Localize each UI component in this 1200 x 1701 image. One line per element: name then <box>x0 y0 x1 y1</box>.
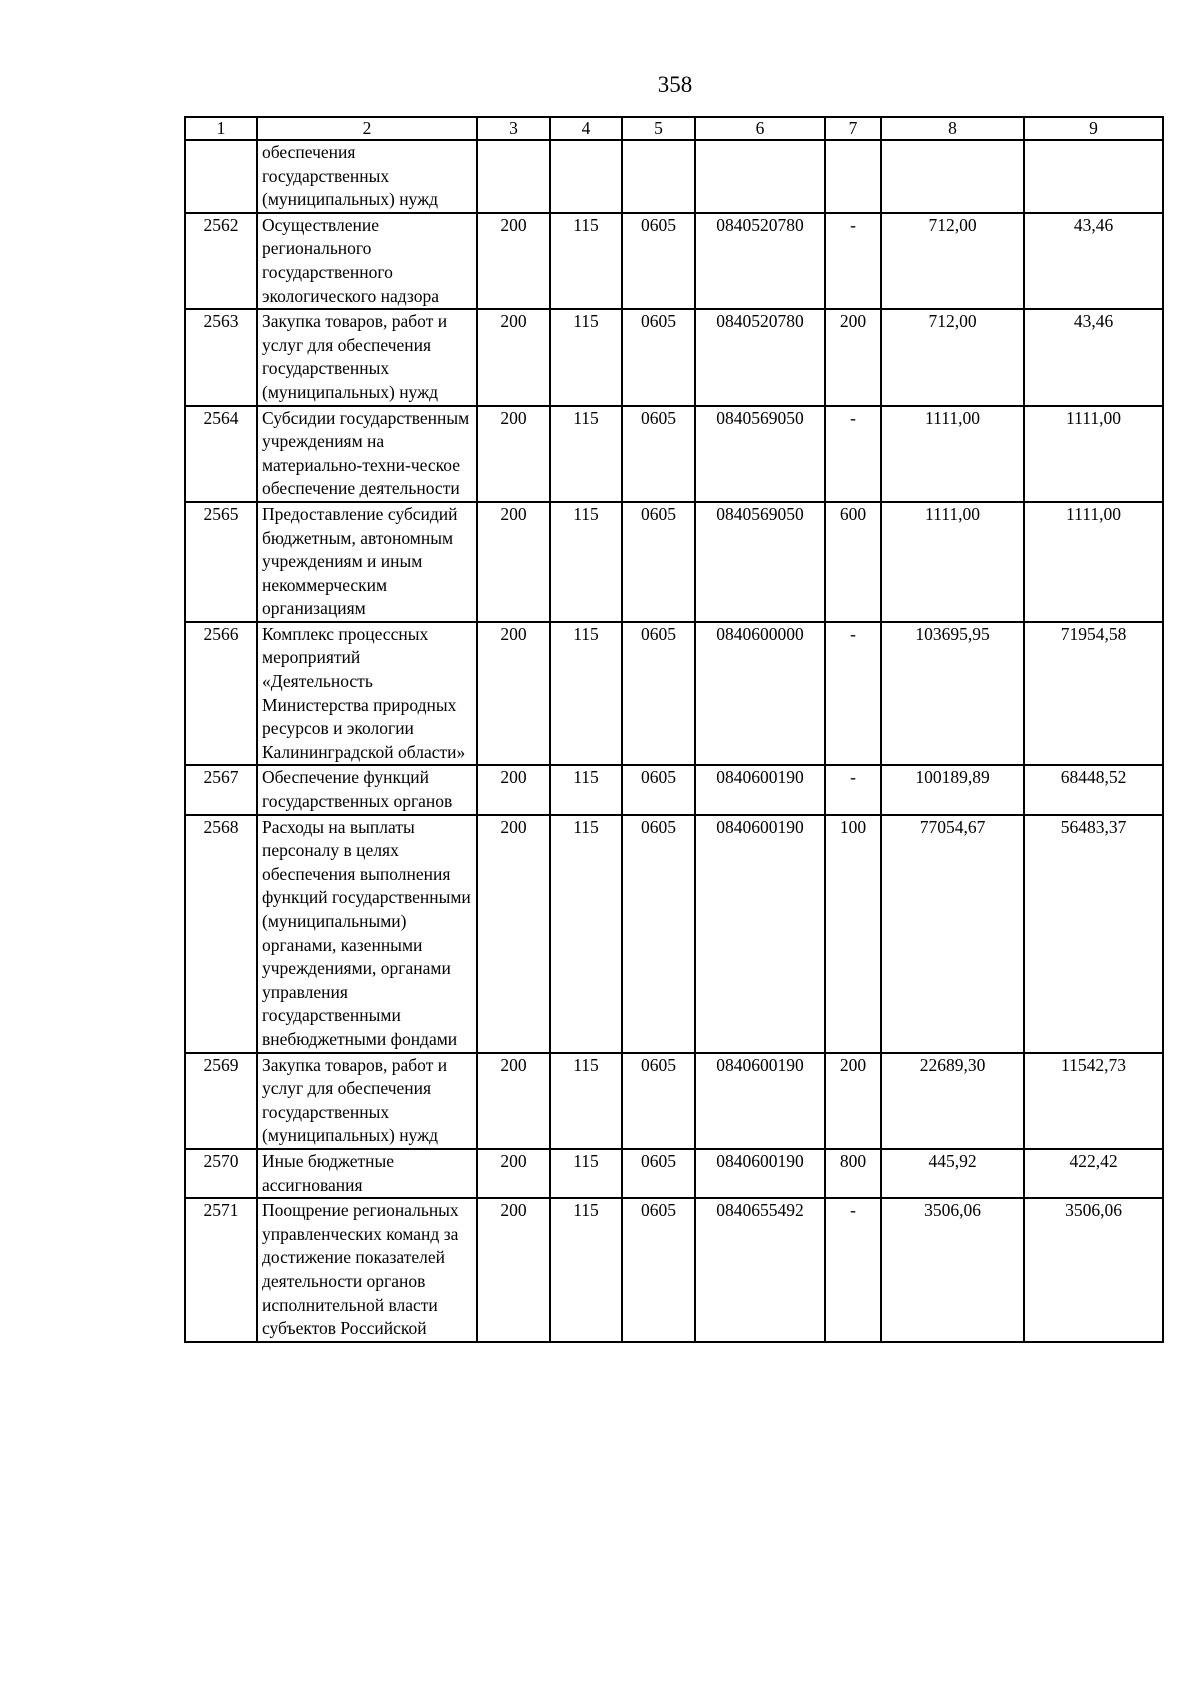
cell-col6: 0840600190 <box>695 765 825 814</box>
cell-col6: 0840600000 <box>695 622 825 766</box>
cell-col5: 0605 <box>622 502 695 622</box>
table-row <box>185 1149 1163 1198</box>
cell-col6 <box>695 140 825 213</box>
table-header-row <box>185 117 1163 140</box>
cell-col3: 200 <box>477 309 550 405</box>
cell-col8 <box>881 140 1024 213</box>
cell-col6: 0840520780 <box>695 309 825 405</box>
cell-col9: 43,46 <box>1024 213 1163 309</box>
cell-col7: 200 <box>825 309 881 405</box>
table-row <box>185 622 1163 766</box>
column-header: 6 <box>695 117 825 140</box>
column-header: 1 <box>185 117 257 140</box>
cell-col4: 115 <box>550 622 622 766</box>
cell-col6: 0840600190 <box>695 815 825 1053</box>
cell-col7: 200 <box>825 1053 881 1149</box>
row-number: 2564 <box>185 406 257 502</box>
table-row <box>185 140 1163 213</box>
row-number: 2570 <box>185 1149 257 1198</box>
cell-col7: - <box>825 1198 881 1342</box>
cell-col3: 200 <box>477 1053 550 1149</box>
cell-col7 <box>825 140 881 213</box>
cell-col5: 0605 <box>622 1053 695 1149</box>
row-name: Иные бюджетные ассигнования <box>257 1149 477 1198</box>
cell-col4: 115 <box>550 502 622 622</box>
row-name: Закупка товаров, работ и услуг для обеспечения государственных (муниципальных) нужд <box>257 1053 477 1149</box>
row-number: 2565 <box>185 502 257 622</box>
cell-col8: 445,92 <box>881 1149 1024 1198</box>
cell-col4: 115 <box>550 815 622 1053</box>
column-header: 7 <box>825 117 881 140</box>
cell-col7: - <box>825 406 881 502</box>
cell-col9: 1111,00 <box>1024 502 1163 622</box>
row-name: обеспечения государственных (муниципальных) нужд <box>257 140 477 213</box>
cell-col4: 115 <box>550 1198 622 1342</box>
budget-table <box>184 116 1164 1343</box>
cell-col8: 1111,00 <box>881 406 1024 502</box>
column-header: 2 <box>257 117 477 140</box>
row-name: Закупка товаров, работ и услуг для обеспечения государственных (муниципальных) нужд <box>257 309 477 405</box>
cell-col5: 0605 <box>622 1198 695 1342</box>
cell-col4: 115 <box>550 1053 622 1149</box>
cell-col5 <box>622 140 695 213</box>
cell-col4: 115 <box>550 406 622 502</box>
table-row <box>185 1198 1163 1342</box>
row-name: Расходы на выплаты персоналу в целях обеспечения выполнения функций государственными (муниципальными) органами, казенными учреждениями, органами управления государственными внебюджетными фондами <box>257 815 477 1053</box>
cell-col3: 200 <box>477 213 550 309</box>
row-number: 2566 <box>185 622 257 766</box>
row-name: Комплекс процессных мероприятий «Деятельность Министерства природных ресурсов и экологии Калининградской области» <box>257 622 477 766</box>
row-number <box>185 140 257 213</box>
cell-col3: 200 <box>477 622 550 766</box>
table-row <box>185 1053 1163 1149</box>
cell-col5: 0605 <box>622 309 695 405</box>
cell-col5: 0605 <box>622 815 695 1053</box>
row-number: 2571 <box>185 1198 257 1342</box>
table-row <box>185 406 1163 502</box>
row-name: Поощрение региональных управленческих команд за достижение показателей деятельности органов исполнительной власти субъектов Российской <box>257 1198 477 1342</box>
cell-col8: 1111,00 <box>881 502 1024 622</box>
cell-col9: 71954,58 <box>1024 622 1163 766</box>
cell-col5: 0605 <box>622 1149 695 1198</box>
table-row <box>185 213 1163 309</box>
cell-col3 <box>477 140 550 213</box>
cell-col8: 712,00 <box>881 309 1024 405</box>
cell-col3: 200 <box>477 815 550 1053</box>
row-name: Предоставление субсидий бюджетным, автономным учреждениям и иным некоммерческим организациям <box>257 502 477 622</box>
cell-col4 <box>550 140 622 213</box>
column-header: 9 <box>1024 117 1163 140</box>
cell-col5: 0605 <box>622 406 695 502</box>
cell-col8: 3506,06 <box>881 1198 1024 1342</box>
row-number: 2567 <box>185 765 257 814</box>
cell-col7: 800 <box>825 1149 881 1198</box>
cell-col3: 200 <box>477 1149 550 1198</box>
cell-col3: 200 <box>477 765 550 814</box>
page-number: 358 <box>657 72 693 97</box>
row-number: 2569 <box>185 1053 257 1149</box>
row-name: Осуществление регионального государственного экологического надзора <box>257 213 477 309</box>
cell-col6: 0840569050 <box>695 406 825 502</box>
cell-col7: - <box>825 213 881 309</box>
cell-col6: 0840600190 <box>695 1053 825 1149</box>
table-row <box>185 815 1163 1053</box>
cell-col5: 0605 <box>622 213 695 309</box>
row-name: Субсидии государственным учреждениям на материально-техни-ческое обеспечение деятельности <box>257 406 477 502</box>
cell-col9: 68448,52 <box>1024 765 1163 814</box>
cell-col3: 200 <box>477 406 550 502</box>
column-header: 3 <box>477 117 550 140</box>
cell-col9: 1111,00 <box>1024 406 1163 502</box>
cell-col9: 56483,37 <box>1024 815 1163 1053</box>
column-header: 8 <box>881 117 1024 140</box>
row-number: 2568 <box>185 815 257 1053</box>
cell-col6: 0840569050 <box>695 502 825 622</box>
cell-col4: 115 <box>550 213 622 309</box>
cell-col4: 115 <box>550 765 622 814</box>
cell-col8: 22689,30 <box>881 1053 1024 1149</box>
table-row <box>185 765 1163 814</box>
row-name: Обеспечение функций государственных органов <box>257 765 477 814</box>
cell-col9: 3506,06 <box>1024 1198 1163 1342</box>
table-row <box>185 502 1163 622</box>
cell-col4: 115 <box>550 1149 622 1198</box>
row-number: 2563 <box>185 309 257 405</box>
cell-col8: 77054,67 <box>881 815 1024 1053</box>
cell-col9: 43,46 <box>1024 309 1163 405</box>
cell-col6: 0840655492 <box>695 1198 825 1342</box>
column-header: 4 <box>550 117 622 140</box>
cell-col9: 11542,73 <box>1024 1053 1163 1149</box>
row-number: 2562 <box>185 213 257 309</box>
cell-col8: 103695,95 <box>881 622 1024 766</box>
table-row <box>185 309 1163 405</box>
cell-col8: 712,00 <box>881 213 1024 309</box>
cell-col9 <box>1024 140 1163 213</box>
cell-col7: 600 <box>825 502 881 622</box>
cell-col5: 0605 <box>622 622 695 766</box>
cell-col9: 422,42 <box>1024 1149 1163 1198</box>
cell-col7: - <box>825 622 881 766</box>
cell-col7: 100 <box>825 815 881 1053</box>
cell-col6: 0840520780 <box>695 213 825 309</box>
cell-col5: 0605 <box>622 765 695 814</box>
cell-col8: 100189,89 <box>881 765 1024 814</box>
cell-col3: 200 <box>477 1198 550 1342</box>
cell-col7: - <box>825 765 881 814</box>
cell-col3: 200 <box>477 502 550 622</box>
cell-col6: 0840600190 <box>695 1149 825 1198</box>
cell-col4: 115 <box>550 309 622 405</box>
column-header: 5 <box>622 117 695 140</box>
